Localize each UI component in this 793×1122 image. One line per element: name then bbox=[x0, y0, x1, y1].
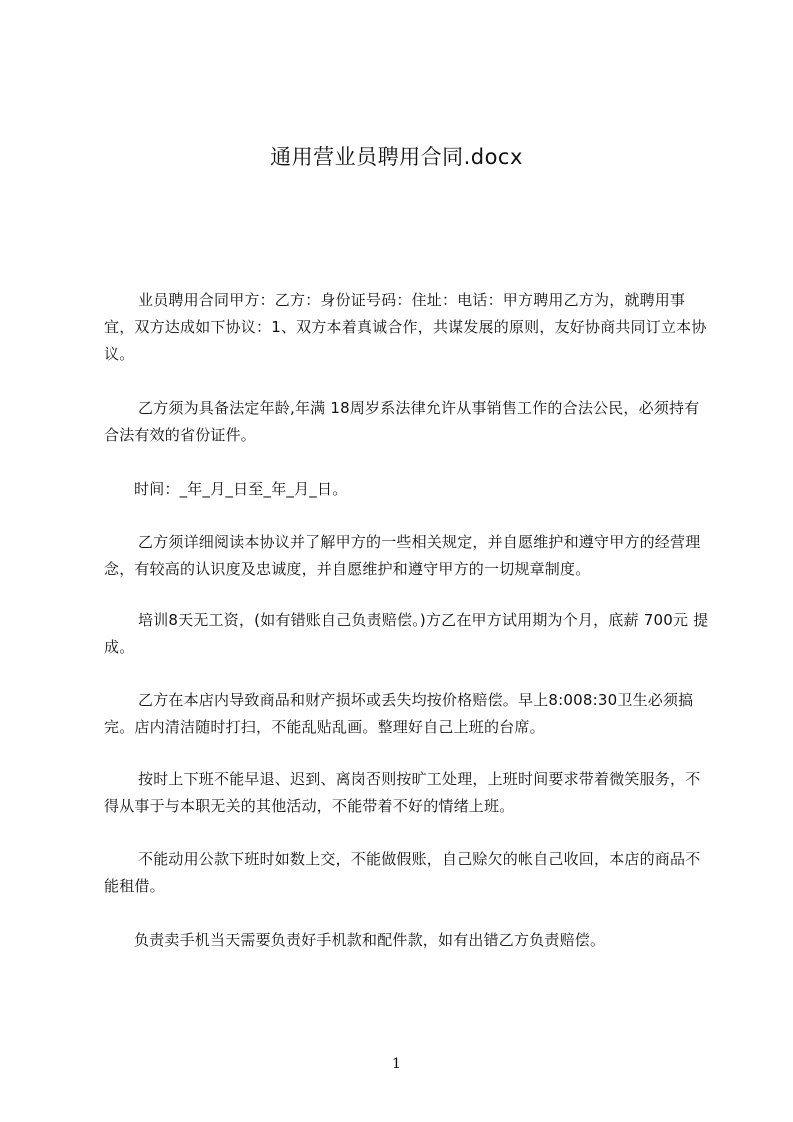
paragraph-age-requirement: 乙方须为具备法定年龄,年满 18周岁系法律允许从事销售工作的合法公民，必须持有合法有效的省份证件。 bbox=[104, 399, 700, 444]
paragraph-attendance: 按时上下班不能早退、迟到、离岗否则按旷工处理，上班时间要求带着微笑服务，不得从事于与本职无关的其他活动，不能带着不好的情绪上班。 bbox=[104, 770, 701, 815]
paragraph-public-funds: 不能动用公款下班时如数上交，不能做假账，自己赊欠的帐自己收回，本店的商品不能租借。 bbox=[104, 850, 701, 895]
paragraph-phone-sales: 负责卖手机当天需要负责好手机款和配件款，如有出错乙方负责赔偿。 bbox=[134, 931, 606, 949]
page-number: 1 bbox=[392, 1056, 401, 1072]
paragraph-term: 时间：_年_月_日至_年_月_日。 bbox=[134, 480, 348, 498]
paragraph-training-salary: 培训8天无工资，(如有错账自己负责赔偿。)方乙在甲方试用期为个月，底薪 700元 提成。 bbox=[104, 611, 709, 656]
paragraph-rules: 乙方须详细阅读本协议并了解甲方的一些相关规定，并自愿维护和遵守甲方的经营理念，有较高的认识度及忠诚度，并自愿维护和遵守甲方的一切规章制度。 bbox=[104, 533, 701, 578]
paragraph-preamble: 业员聘用合同甲方：乙方：身份证号码：住址：电话：甲方聘用乙方为，就聘用事宜，双方达成如下协议：1、双方本着真诚合作，共谋发展的原则，友好协商共同订立本协议。 bbox=[104, 291, 707, 363]
document-title: 通用营业员聘用合同.docx bbox=[270, 145, 523, 169]
paragraph-damage-cleaning: 乙方在本店内导致商品和财产损坏或丢失均按价格赔偿。早上8:008:30卫生必须搞完。店内清洁随时打扫，不能乱贴乱画。整理好自己上班的台席。 bbox=[104, 691, 694, 736]
